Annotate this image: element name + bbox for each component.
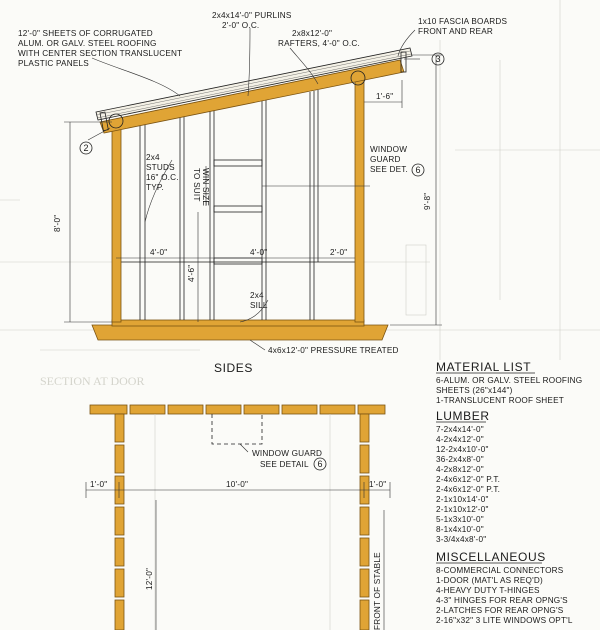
lumber-item: 3-3/4x4x8'-0"	[436, 535, 487, 544]
bay-right-dimension: 2'-0"	[330, 248, 348, 257]
detail-number-2: 2	[83, 143, 89, 153]
lumber-item: 2-1x10x14'-0"	[436, 495, 489, 504]
plan-detail-number-6: 6	[317, 459, 323, 469]
to-suit-callout-2: WIN SIZE	[201, 168, 210, 206]
roofing-callout-2: ALUM. OR GALV. STEEL ROOFING	[18, 39, 157, 48]
skid-callout: 4x6x12'-0" PRESSURE TREATED	[268, 346, 399, 355]
lumber-item: 5-1x3x10'-0"	[436, 515, 484, 524]
material-list-title: MATERIAL LIST	[436, 360, 532, 374]
plan-right-wall	[360, 414, 369, 630]
detail-number-6: 6	[415, 165, 421, 175]
lumber-item: 7-2x4x14'-0"	[436, 425, 484, 434]
lumber-item: 4-2x4x12'-0"	[436, 435, 484, 444]
lumber-item: 2-1x10x12'-0"	[436, 505, 489, 514]
total-height-dimension: 9'-8"	[423, 192, 432, 210]
roofing-callout-3: WITH CENTER SECTION TRANSLUCENT	[18, 49, 183, 58]
rear-corner-post	[355, 75, 364, 322]
purlins-callout-2: 2'-0" O.C.	[222, 21, 260, 30]
lumber-item: 8-1x4x10'-0"	[436, 525, 484, 534]
material-intro-2: SHEETS (26"x144")	[436, 386, 513, 395]
plan-window-guard	[212, 414, 262, 444]
plan-width-dimension: 10'-0"	[226, 480, 249, 489]
plan-window-guard-callout-1: WINDOW GUARD	[252, 449, 323, 458]
material-intro-1: 6-ALUM. OR GALV. STEEL ROOFING	[436, 376, 583, 385]
wall-height-dimension: 8'-0"	[53, 214, 62, 232]
corrugated-roof-sheet	[96, 48, 412, 120]
fascia-callout-1: 1x10 FASCIA BOARDS	[418, 17, 508, 26]
front-of-stable-label: FRONT OF STABLE	[373, 552, 382, 630]
detail-number-3: 3	[435, 54, 441, 64]
misc-item: 1-DOOR (MAT'L AS REQ'D)	[436, 576, 543, 585]
window-height-dimension: 4'-6"	[187, 264, 196, 282]
studs-callout-4: TYP.	[146, 183, 164, 192]
miscellaneous-title: MISCELLANEOUS	[436, 550, 546, 564]
plan-window-guard-callout-2: SEE DETAIL	[260, 460, 309, 469]
floor-plan	[86, 405, 390, 630]
lumber-item: 2-4x6x12'-0" P.T.	[436, 485, 501, 494]
misc-item: 4-3" HINGES FOR REAR OPNG'S	[436, 596, 568, 605]
misc-item: 2-16"x32" 3 LITE WINDOWS OPT'L	[436, 616, 573, 625]
side-elevation	[18, 11, 507, 375]
plan-right-overhang-dimension: 1'-0"	[369, 480, 387, 489]
plan-top-wall	[90, 405, 385, 414]
plan-left-wall	[115, 414, 124, 630]
purlins-callout-1: 2x4x14'-0" PURLINS	[212, 11, 292, 20]
studs-callout-2: STUDS	[146, 163, 175, 172]
material-intro-3: 1-TRANSLUCENT ROOF SHEET	[436, 396, 564, 405]
bottom-plate	[112, 320, 364, 326]
sill-callout-1: 2x4	[250, 291, 264, 300]
rafters-callout-1: 2x8x12'-0"	[292, 29, 333, 38]
sill-callout-2: SILL	[250, 301, 268, 310]
misc-item: 2-LATCHES FOR REAR OPNG'S	[436, 606, 564, 615]
studs-callout-3: 16" O.C.	[146, 173, 179, 182]
fascia-callout-2: FRONT AND REAR	[418, 27, 493, 36]
plan-left-overhang-dimension: 1'-0"	[90, 480, 108, 489]
wall-studs	[140, 90, 318, 320]
lumber-title: LUMBER	[436, 409, 490, 423]
studs-callout-1: 2x4	[146, 153, 160, 162]
pressure-treated-skid	[92, 325, 388, 340]
window-guard-callout-3: SEE DET.	[370, 165, 408, 174]
window-guard-callout-2: GUARD	[370, 155, 401, 164]
to-suit-callout-1: TO SUIT	[192, 168, 201, 202]
lumber-item: 4-2x8x12'-0"	[436, 465, 484, 474]
lumber-item: 2-4x6x12'-0" P.T.	[436, 475, 501, 484]
sides-title: SIDES	[214, 361, 254, 375]
plan-dimension-lines	[86, 482, 390, 630]
bay-mid-dimension: 4'-0"	[250, 248, 268, 257]
material-list	[436, 360, 582, 625]
roofing-callout-4: PLASTIC PANELS	[18, 59, 89, 68]
plan-depth-dimension: 12'-0"	[145, 567, 154, 590]
lumber-item: 36-2x4x8'-0"	[436, 455, 484, 464]
misc-item: 8-COMMERCIAL CONNECTORS	[436, 566, 564, 575]
bay-left-dimension: 4'-0"	[150, 248, 168, 257]
background-ghost-text: SECTION AT DOOR	[40, 374, 145, 388]
rafters-callout-2: RAFTERS, 4'-0" O.C.	[278, 39, 360, 48]
overhang-dimension: 1'-6"	[376, 92, 394, 101]
window-guard-callout-1: WINDOW	[370, 145, 408, 154]
roofing-callout-1: 12'-0" SHEETS OF CORRUGATED	[18, 29, 153, 38]
misc-item: 4-HEAVY DUTY T-HINGES	[436, 586, 540, 595]
front-corner-post	[112, 120, 121, 322]
lumber-item: 12-2x4x10'-0"	[436, 445, 489, 454]
